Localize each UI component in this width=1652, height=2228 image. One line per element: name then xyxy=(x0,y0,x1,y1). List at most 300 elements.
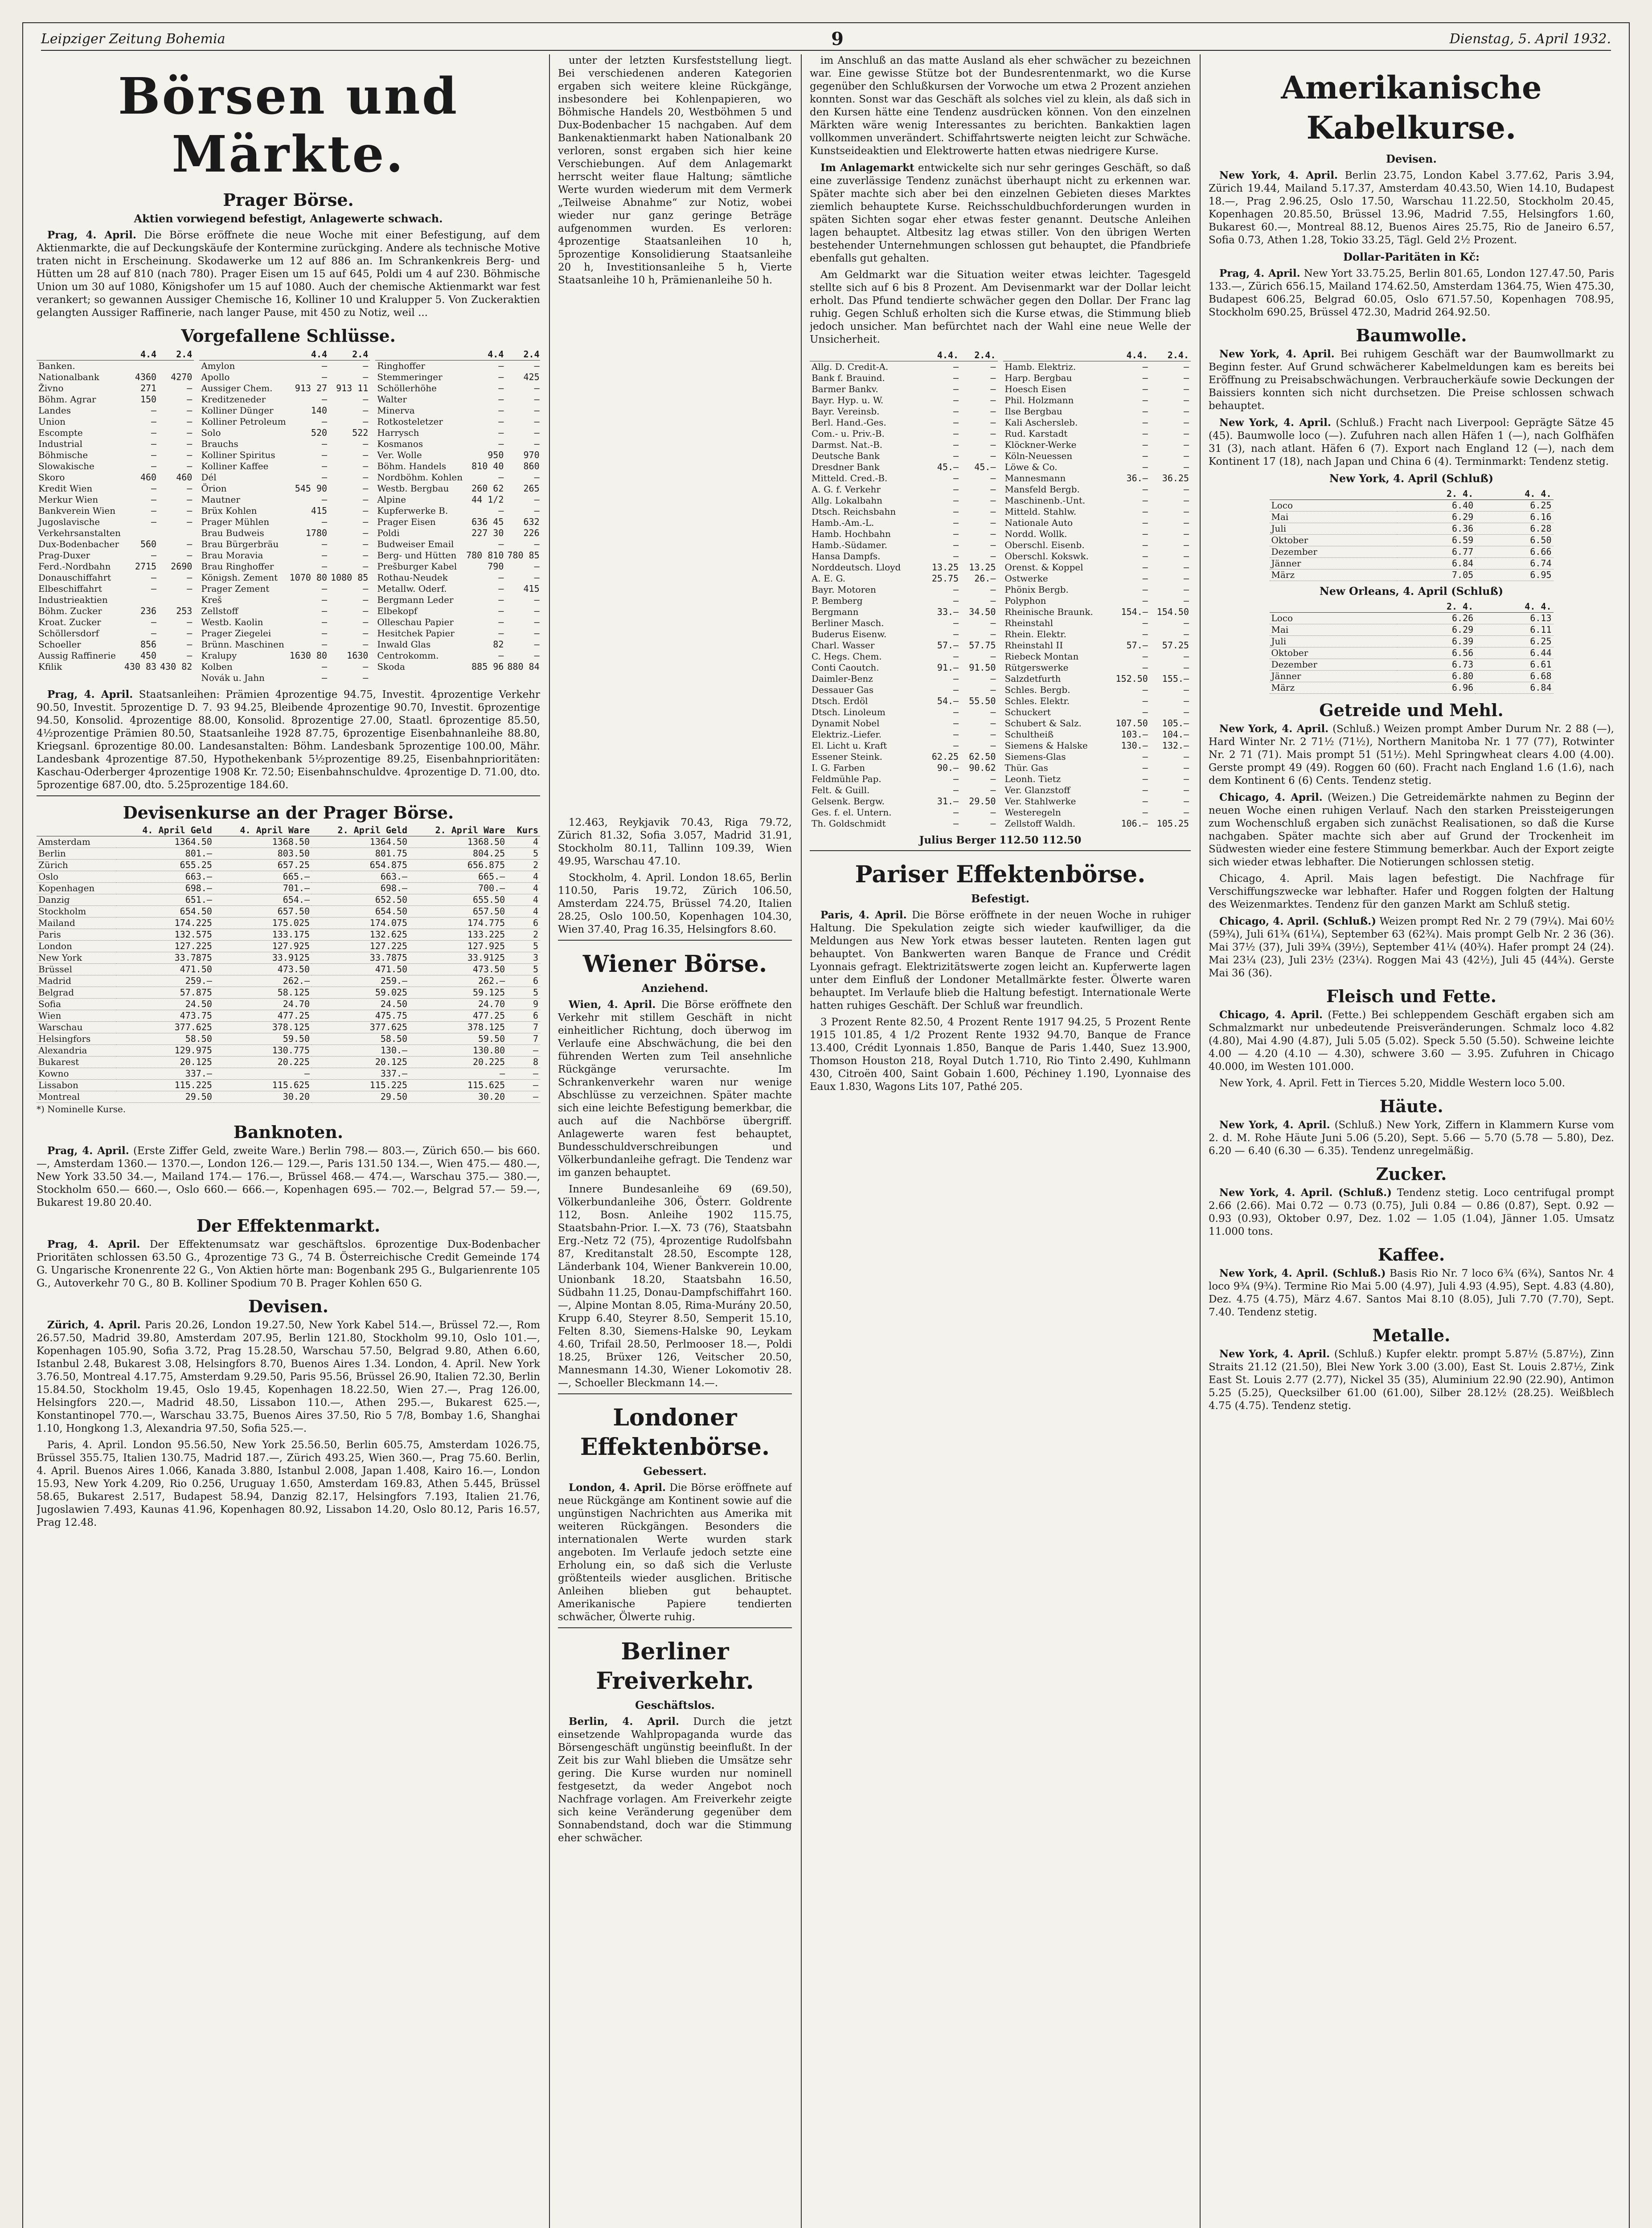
table-row xyxy=(37,617,194,628)
table-cell: Kroat. Zucker xyxy=(38,617,101,627)
table-row xyxy=(37,661,194,672)
table-row xyxy=(1270,659,1554,671)
table-cell: 59.125 xyxy=(409,987,507,999)
table-cell: 4 xyxy=(507,906,540,917)
section-title: Börsen und Märkte. xyxy=(118,67,459,184)
table-row xyxy=(1003,785,1191,796)
table-cell: — xyxy=(151,628,157,639)
table-cell: 522 xyxy=(352,427,369,438)
table-cell: Nordböhm. Kohlen xyxy=(377,472,463,483)
table-cell: Brüssel xyxy=(37,964,116,975)
table-cell: — xyxy=(363,583,369,594)
table-row xyxy=(810,696,998,707)
table-cell: — xyxy=(990,785,996,795)
table-cell: — xyxy=(534,561,540,572)
table-cell: 698.— xyxy=(312,883,409,894)
table-cell: Slowakische xyxy=(38,461,94,471)
table-cell: Ilse Bergbau xyxy=(1004,406,1062,417)
table-cell: Prager Eisen xyxy=(377,516,436,527)
table-row xyxy=(199,483,370,494)
stockholm-paragraph: Stockholm, 4. April. London 18.65, Berlin 110.50, Paris 19.72, Zürich 106.50, Amsterdam 224.75, Brüssel 74.20, Italien 28.25, Oslo 100.50, Kopenhagen 104.30, Wien 37.40, Prag 16.35, Helsingfors 8.60. xyxy=(558,872,792,935)
table-cell: Hamb. Hochbahn xyxy=(812,528,891,539)
table-row xyxy=(375,617,540,628)
divider xyxy=(558,1627,792,1628)
table-cell: — xyxy=(990,707,996,717)
ny-cotton-table xyxy=(1270,488,1554,581)
table-row xyxy=(37,483,194,494)
table-cell: 59.50 xyxy=(214,1033,312,1045)
table-row xyxy=(1003,718,1191,729)
table-row xyxy=(199,672,370,684)
table-cell: 378.125 xyxy=(214,1022,312,1033)
table-cell: — xyxy=(1183,696,1189,706)
table-row xyxy=(199,594,370,606)
table-cell: Prager Mühlen xyxy=(201,516,270,527)
table-row xyxy=(375,650,540,661)
table-cell: — xyxy=(321,494,328,505)
table-cell: 780 810 xyxy=(466,550,504,561)
table-cell: 415 xyxy=(523,583,540,594)
table-cell: Minerva xyxy=(377,405,415,416)
table-cell: Dezember xyxy=(1270,546,1397,558)
table-cell: 58.125 xyxy=(214,987,312,999)
table-row xyxy=(199,461,370,472)
table-cell: — xyxy=(187,383,193,393)
julius-berger-line: Julius Berger 112.50 112.50 xyxy=(919,834,1082,846)
fleisch-paragraph: Chicago, 4. April. (Fette.) Bei schleppendem Geschäft ergaben sich am Schmalzmarkt nur unbedeutende Preisveränderungen. Schmalz loco 4.82 (4.80), Mai 4.90 (4.87), Juli 5.05 (5.02). Speck 5.50 (5.50). Schweine leichte 4.00 — 4.20 (4.10 — 4.30), schwere 3.60 — 3.95. Zufuhren in Chicago 40.000, im Westen 101.000. xyxy=(1209,1009,1614,1073)
table-cell: — xyxy=(363,539,369,549)
table-cell: — xyxy=(363,516,369,527)
table-cell: — xyxy=(1142,417,1148,428)
table-cell: — xyxy=(990,774,996,784)
table-cell: Essener Steink. xyxy=(812,751,882,762)
table-cell: 2 xyxy=(507,929,540,941)
table-row xyxy=(199,628,370,639)
table-cell: — xyxy=(507,1045,540,1057)
table-cell: 265 xyxy=(523,483,540,494)
table-cell: — xyxy=(953,818,959,829)
table-cell: 6.96 xyxy=(1397,682,1475,694)
table-cell: — xyxy=(953,807,959,818)
table-cell: Escompte xyxy=(38,427,83,438)
table-cell: 5 xyxy=(507,848,540,860)
table-cell: Danzig xyxy=(37,894,116,906)
table-cell: — xyxy=(953,673,959,684)
table-cell: — xyxy=(321,372,328,382)
table-cell xyxy=(123,594,158,606)
table-cell: 107.50 xyxy=(1115,718,1148,729)
table-cell: — xyxy=(990,629,996,639)
table-cell: — xyxy=(534,405,540,416)
table-row xyxy=(1003,729,1191,740)
table-cell: 29.50 xyxy=(312,1091,409,1103)
wien-paragraph: Wien, 4. April. Die Börse eröffnete den Verkehr mit stillem Geschäft in nicht einheitlicher Richtung, doch überwog im Verlaufe eine Abschwächung, die bei den führenden Werten zum Teil ansehnliche Rückgänge verursachte. Im Schrankenverkehr waren nur wenige Abschlüsse zu verzeichnen. Später machte sich eine leichte Befestigung bemerkbar, die auch auf die Nachbörse übergriff. Anlagewerte waren fest behauptet, Bundesschuldverschreibungen und Völkerbundanleihe gefragt. Die Tendenz war im ganzen behauptet. xyxy=(558,999,792,1179)
table-cell: 473.50 xyxy=(409,964,507,975)
table-row xyxy=(37,427,194,438)
column-header: 2. 4. xyxy=(1397,488,1475,500)
table-cell: 1364.50 xyxy=(312,836,409,848)
table-cell: Dél xyxy=(201,472,217,483)
table-cell: 4 xyxy=(507,883,540,894)
devisen2-paragraph: Zürich, 4. April. Paris 20.26, London 19.27.50, New York Kabel 514.—, Brüssel 72.—, Rom 26.57.50, Madrid 39.80, Amsterdam 207.95, Berlin 121.80, Stockholm 99.10, Oslo 101.—, Kopenhagen 105.90, Sofia 3.72, Prag 15.28.50, Warschau 57.50, Belgrad 9.80, Athen 6.60, Istanbul 2.48, Bukarest 3.08, Helsingfors 8.70, Buenos Aires 1.34. London, 4. April. New York 3.76.50, Montreal 4.17.75, Amsterdam 9.29.50, Paris 95.56, Brüssel 26.90, Italien 72.30, Berlin 15.84.50, Stockholm 19.45, Oslo 19.45, Kopenhagen 18.22.50, Wien 27.—, Prag 126.00, Helsingfors 220.—, Madrid 48.50, Lissabon 110.—, Athen 295.—, Bukarest 625.—, Konstantinopel 770.—, Warschau 33.75, Buenos Aires 37.50, Rio 5 7/8, Bombay 1.6, Shanghai 1.10, Hongkong 1.3, Alexandria 97.50, Sofia 525.—. xyxy=(37,1319,540,1434)
table-row xyxy=(1003,696,1191,707)
column-header: 2.4 xyxy=(158,349,194,360)
table-cell: — xyxy=(187,539,193,549)
devisen2-heading: Devisen. xyxy=(248,1296,329,1316)
table-cell: — xyxy=(321,539,328,549)
table-cell: — xyxy=(953,740,959,751)
table-row xyxy=(37,628,194,639)
table-row xyxy=(37,594,194,606)
table-cell: Oberschl. Eisenb. xyxy=(1004,540,1085,550)
table-cell: — xyxy=(363,561,369,572)
table-row xyxy=(810,439,998,451)
table-row xyxy=(810,796,998,807)
table-cell: Mitteld. Cred.-B. xyxy=(812,473,888,483)
table-row xyxy=(1003,584,1191,595)
table-cell: — xyxy=(363,617,369,627)
devisen-footnote: *) Nominelle Kurse. xyxy=(37,1104,126,1114)
table-cell: 57.— xyxy=(1126,640,1148,651)
table-row xyxy=(375,561,540,572)
table-cell: 6.61 xyxy=(1475,659,1553,671)
table-row xyxy=(1270,569,1554,581)
table-cell: 950 xyxy=(488,450,504,460)
table-cell: 698.— xyxy=(116,883,214,894)
table-cell: — xyxy=(1142,395,1148,405)
table-cell: — xyxy=(953,729,959,740)
table-cell: Ferd.-Nordbahn xyxy=(38,561,111,572)
table-cell: 6.84 xyxy=(1475,682,1553,694)
table-cell: Örion xyxy=(201,483,227,494)
table-cell: Elbeschiffahrt xyxy=(38,583,102,594)
table-cell: 59.50 xyxy=(409,1033,507,1045)
table-cell: 132.625 xyxy=(312,929,409,941)
table-cell: Berl. Hand.-Ges. xyxy=(812,417,886,428)
table-cell: — xyxy=(321,583,328,594)
table-cell: Alexandria xyxy=(37,1045,116,1057)
table-cell: Montreal xyxy=(37,1091,116,1103)
devisen3-paragraph: Paris, 4. April. London 95.56.50, New York 25.56.50, Berlin 605.75, Amsterdam 1026.75, Brüssel 355.75, Italien 130.75, Madrid 187.—, Zürich 493.25, Wien 360.—, Prag 75.60. Berlin, 4. April. Buenos Aires 1.066, Kanada 3.880, Istanbul 2.008, Japan 1.408, Kairo 16.—, London 15.93, New York 4.209, Rio 0.256, Uruguay 1.650, Amsterdam 169.83, Athen 5.445, Brüssel 58.65, Bukarest 2.517, Budapest 58.94, Danzig 82.17, Helsingfors 7.193, Italien 21.76, Jugoslawien 7.493, Kaunas 41.96, Kopenhagen 80.92, Lissabon 14.20, Oslo 80.12, Paris 16.57, Prag 12.48. xyxy=(37,1439,540,1528)
table-row xyxy=(810,562,998,573)
table-cell: Kali Aschersleb. xyxy=(1004,417,1078,428)
table-cell: — xyxy=(1183,451,1189,461)
anlagemarkt-paragraph: Im Anlagemarkt entwickelte sich nur sehr geringes Geschäft, so daß eine zuverlässige Tendenz zunächst überhaupt nicht zu erkennen war. Später machte sich aber bei den einzelnen Gebieten dieses Marktes ziemlich behauptete Kurse. Reichsschuldbuchforderungen wurden in späten Sichten sogar eher etwas fester genannt. Deutsche Anleihen lagen behauptet. Altbesitz lag etwas stiller. Von den übrigen Werten bestehender Unternehmungen schlossen gut behauptet, die Pfandbriefe ebenfalls gut gehalten. xyxy=(810,162,1191,264)
table-row xyxy=(37,572,194,583)
table-cell: — xyxy=(953,417,959,428)
table-row xyxy=(810,540,998,551)
table-cell: — xyxy=(498,594,504,605)
table-row xyxy=(375,606,540,617)
table-cell xyxy=(158,528,194,539)
table-cell xyxy=(158,594,194,606)
table-cell: Com.- u. Priv.-B. xyxy=(812,428,885,439)
table-row xyxy=(199,572,370,583)
table-cell: Ges. f. el. Untern. xyxy=(812,807,892,818)
table-cell: — xyxy=(1183,517,1189,528)
table-cell: Banken. xyxy=(38,360,75,371)
table-cell: Kolliner Petroleum xyxy=(201,416,286,427)
table-cell: 6.80 xyxy=(1397,671,1475,682)
table-cell: — xyxy=(990,818,996,829)
table-cell: — xyxy=(507,1091,540,1103)
chicago-paragraph-3: Chicago, 4. April. (Schluß.) Weizen prompt Red Nr. 2 79 (79¼). Mai 60½ (59¾), Juli 61¾ (61¼), September 63 (62¾). Mais prompt Gelb Nr. 2 36 (36). Mai 37½ (37), Juli 39¾ (39½), September 41¼ (40¾). Hafer prompt 24 (24). Mai 23¼ (23), Juli 23½ (23¼). Roggen Mai 43 (42½), Juli 45 (44¾). Gerste Mai 36 (36). xyxy=(1209,915,1614,979)
table-cell: Harp. Bergbau xyxy=(1004,373,1072,383)
table-cell: 471.50 xyxy=(312,964,409,975)
table-row xyxy=(37,860,540,871)
no-cotton-table xyxy=(1270,601,1554,694)
table-cell: 54.— xyxy=(937,696,959,706)
table-row xyxy=(810,606,998,618)
table-cell: — xyxy=(1183,751,1189,762)
table-cell: — xyxy=(1142,584,1148,595)
table-cell: 33.7875 xyxy=(116,952,214,964)
table-cell: — xyxy=(363,372,369,382)
table-cell: Th. Goldschmidt xyxy=(812,818,886,829)
table-row xyxy=(375,472,540,483)
table-cell: — xyxy=(953,439,959,450)
table-cell xyxy=(123,360,158,372)
table-cell: 152.50 xyxy=(1115,673,1148,684)
table-cell: Polyphon xyxy=(1004,595,1046,606)
table-row xyxy=(1003,451,1191,462)
table-row xyxy=(199,383,370,394)
berlin-tables xyxy=(810,350,1191,829)
table-cell: Thür. Gas xyxy=(1004,762,1048,773)
table-cell: 913 11 xyxy=(336,383,369,393)
table-cell: — xyxy=(990,618,996,628)
table-cell: — xyxy=(321,594,328,605)
table-cell: Skoro xyxy=(38,472,65,483)
table-row xyxy=(1003,373,1191,384)
table-cell: — xyxy=(187,483,193,494)
table-row xyxy=(810,451,998,462)
table-row xyxy=(37,405,194,416)
table-cell: Böhmische xyxy=(38,450,88,460)
wien-subheading: Anziehend. xyxy=(641,982,709,995)
table-cell: 657.50 xyxy=(214,906,312,917)
table-cell: Schubert & Salz. xyxy=(1004,718,1082,729)
column-rule xyxy=(801,54,802,2228)
table-cell: 58.50 xyxy=(312,1033,409,1045)
table-cell: 337.— xyxy=(116,1068,214,1080)
table-row xyxy=(375,438,540,450)
quotes-paragraph: 12.463, Reykjavik 70.43, Riga 79.72, Zürich 81.32, Sofia 3.057, Madrid 31.91, Stockholm 80.11, Tallinn 109.39, Wien 49.95, Warschau 47.10. xyxy=(558,817,792,867)
table-cell: Maschinenb.-Unt. xyxy=(1004,495,1086,506)
table-cell: — xyxy=(321,661,328,672)
table-cell: — xyxy=(151,505,157,516)
baumwolle-heading: Baumwolle. xyxy=(1356,325,1467,345)
table-cell: Olleschau Papier xyxy=(377,617,454,627)
table-row xyxy=(810,406,998,417)
table-row xyxy=(1003,818,1191,829)
metalle-heading: Metalle. xyxy=(1372,1325,1451,1345)
table-cell: Kupferwerke B. xyxy=(377,505,448,516)
table-cell: — xyxy=(1142,751,1148,762)
table-row xyxy=(810,584,998,595)
table-cell: 636 45 xyxy=(471,516,504,527)
table-cell: Schoeller xyxy=(38,639,81,650)
table-cell: Brau Bürgerbräu xyxy=(201,539,279,549)
table-row xyxy=(1003,707,1191,718)
table-cell: 655.50 xyxy=(409,894,507,906)
table-cell: 103.— xyxy=(1121,729,1148,740)
table-cell: — xyxy=(990,506,996,517)
table-cell: 651.— xyxy=(116,894,214,906)
table-cell: 780 85 xyxy=(507,550,540,561)
table-cell: Aussig Raffinerie xyxy=(38,650,116,661)
table-cell: 4 xyxy=(507,836,540,848)
table-cell: Bayr. Vereinsb. xyxy=(812,406,880,417)
table-row xyxy=(375,628,540,639)
table-row xyxy=(375,516,540,528)
table-cell: Hesitchek Papier xyxy=(377,628,455,639)
table-cell: 6 xyxy=(507,975,540,987)
table-cell: 657.50 xyxy=(409,906,507,917)
table-cell: 36.25 xyxy=(1162,473,1189,483)
table-cell: — xyxy=(953,774,959,784)
table-cell: — xyxy=(363,472,369,483)
table-cell: — xyxy=(534,639,540,650)
table-cell: Bayr. Motoren xyxy=(812,584,876,595)
table-cell: — xyxy=(953,785,959,795)
table-cell: — xyxy=(1183,428,1189,439)
table-cell: — xyxy=(187,394,193,405)
table-cell: 82 xyxy=(493,639,504,650)
chicago-paragraph-2: Chicago, 4. April. Mais lagen befestigt. Die Nachfrage für Verschiffungszwecke war lebhafter. Hafer und Roggen folgten der Haltung des Weizenmarktes. Tendenz für den ganzen Markt am Schluß stetig. xyxy=(1209,873,1614,910)
table-row xyxy=(37,383,194,394)
table-row xyxy=(810,740,998,751)
table-row xyxy=(37,472,194,483)
table-cell: — xyxy=(990,373,996,383)
table-cell: Leonh. Tietz xyxy=(1004,774,1061,784)
table-cell: 473.75 xyxy=(116,1010,214,1022)
table-cell: 5 xyxy=(507,941,540,952)
table-row xyxy=(375,550,540,561)
table-cell: — xyxy=(498,360,504,371)
table-cell: — xyxy=(321,461,328,471)
table-cell: Loco xyxy=(1270,500,1397,512)
table-row xyxy=(37,372,194,383)
table-cell: Verkehrsanstalten xyxy=(38,528,121,538)
table-row xyxy=(1003,618,1191,629)
table-cell: 57.75 xyxy=(969,640,996,651)
table-cell: — xyxy=(953,406,959,417)
table-cell: — xyxy=(990,684,996,695)
table-cell: Paris xyxy=(37,929,116,941)
table-cell: — xyxy=(321,628,328,639)
table-cell: — xyxy=(953,718,959,729)
table-row xyxy=(37,1022,540,1033)
table-cell: — xyxy=(363,494,369,505)
table-cell: 430 82 xyxy=(160,661,193,672)
table-cell: A. E. G. xyxy=(812,573,846,584)
table-row xyxy=(199,639,370,650)
table-row xyxy=(37,952,540,964)
table-cell: 130.775 xyxy=(214,1045,312,1057)
table-cell: Kolben xyxy=(201,661,233,672)
table-row xyxy=(37,1033,540,1045)
table-row xyxy=(810,517,998,528)
zucker-paragraph: New York, 4. April. (Schluß.) Tendenz stetig. Loco centrifugal prompt 2.66 (2.66). Mai 0.72 — 0.73 (0.75), Juli 0.84 — 0.86 (0.87), Sept. 0.92 — 0.93 (0.93), Oktober 0.97, Dez. 1.02 — 1.05 (1.04), Jänner 1.05. Umsatz 11.000 tons. xyxy=(1209,1187,1614,1237)
table-cell: Kreš xyxy=(201,594,222,605)
table-cell: 6 xyxy=(507,917,540,929)
table-cell: — xyxy=(953,428,959,439)
table-cell: 262.— xyxy=(214,975,312,987)
column-rule xyxy=(1200,54,1201,2228)
table-cell: — xyxy=(151,583,157,594)
table-cell: 262.— xyxy=(409,975,507,987)
table-cell: Budweiser Email xyxy=(377,539,454,549)
table-cell: 632 xyxy=(523,516,540,527)
table-cell: — xyxy=(187,628,193,639)
table-cell: 227 30 xyxy=(471,528,504,538)
table-cell: 127.225 xyxy=(312,941,409,952)
table-cell: — xyxy=(498,372,504,382)
table-cell: 7 xyxy=(507,1022,540,1033)
table-cell: — xyxy=(187,572,193,583)
table-cell: Mai xyxy=(1270,624,1397,636)
table-cell: 260 62 xyxy=(471,483,504,494)
column-header xyxy=(810,350,923,361)
table-cell: — xyxy=(990,584,996,595)
table-cell: — xyxy=(990,428,996,439)
table-row xyxy=(199,360,370,372)
table-cell: 560 xyxy=(140,539,157,549)
table-cell: — xyxy=(151,461,157,471)
column-3 xyxy=(810,54,1191,2228)
table-row xyxy=(1003,528,1191,540)
divider xyxy=(810,850,1191,851)
column-header: 2. April Ware xyxy=(409,825,507,836)
table-cell: — xyxy=(507,1068,540,1080)
table-cell: Rotkosteletzer xyxy=(377,416,443,427)
table-cell: 90.— xyxy=(937,762,959,773)
no-cotton-heading: New Orleans, 4. April (Schluß) xyxy=(1319,585,1504,598)
table-cell: Industrieaktien xyxy=(38,594,108,605)
table-cell: — xyxy=(1183,361,1189,372)
table-cell: — xyxy=(363,360,369,371)
table-cell: Brau Moravia xyxy=(201,550,263,561)
table-row xyxy=(810,473,998,484)
table-cell: 7.05 xyxy=(1397,569,1475,581)
divider xyxy=(558,1393,792,1394)
table-row xyxy=(37,539,194,550)
table-cell: 91.50 xyxy=(969,662,996,673)
table-cell: — xyxy=(187,583,193,594)
table-cell: — xyxy=(534,505,540,516)
column-2 xyxy=(558,54,792,2228)
table-cell: — xyxy=(990,718,996,729)
table-row xyxy=(1003,651,1191,662)
table-row xyxy=(1270,682,1554,694)
table-cell: — xyxy=(953,651,959,662)
table-row xyxy=(1270,546,1554,558)
table-cell: 803.50 xyxy=(214,848,312,860)
column-header: 4.4. xyxy=(923,350,960,361)
table-cell: 652.50 xyxy=(312,894,409,906)
table-cell: — xyxy=(953,707,959,717)
table-cell: — xyxy=(534,383,540,393)
table-cell: Lissabon xyxy=(37,1080,116,1091)
table-cell: Kowno xyxy=(37,1068,116,1080)
table-row xyxy=(37,883,540,894)
table-cell: — xyxy=(187,405,193,416)
table-cell: 20.225 xyxy=(409,1057,507,1068)
table-cell: — xyxy=(187,516,193,527)
table-row xyxy=(37,561,194,572)
table-row xyxy=(810,528,998,540)
